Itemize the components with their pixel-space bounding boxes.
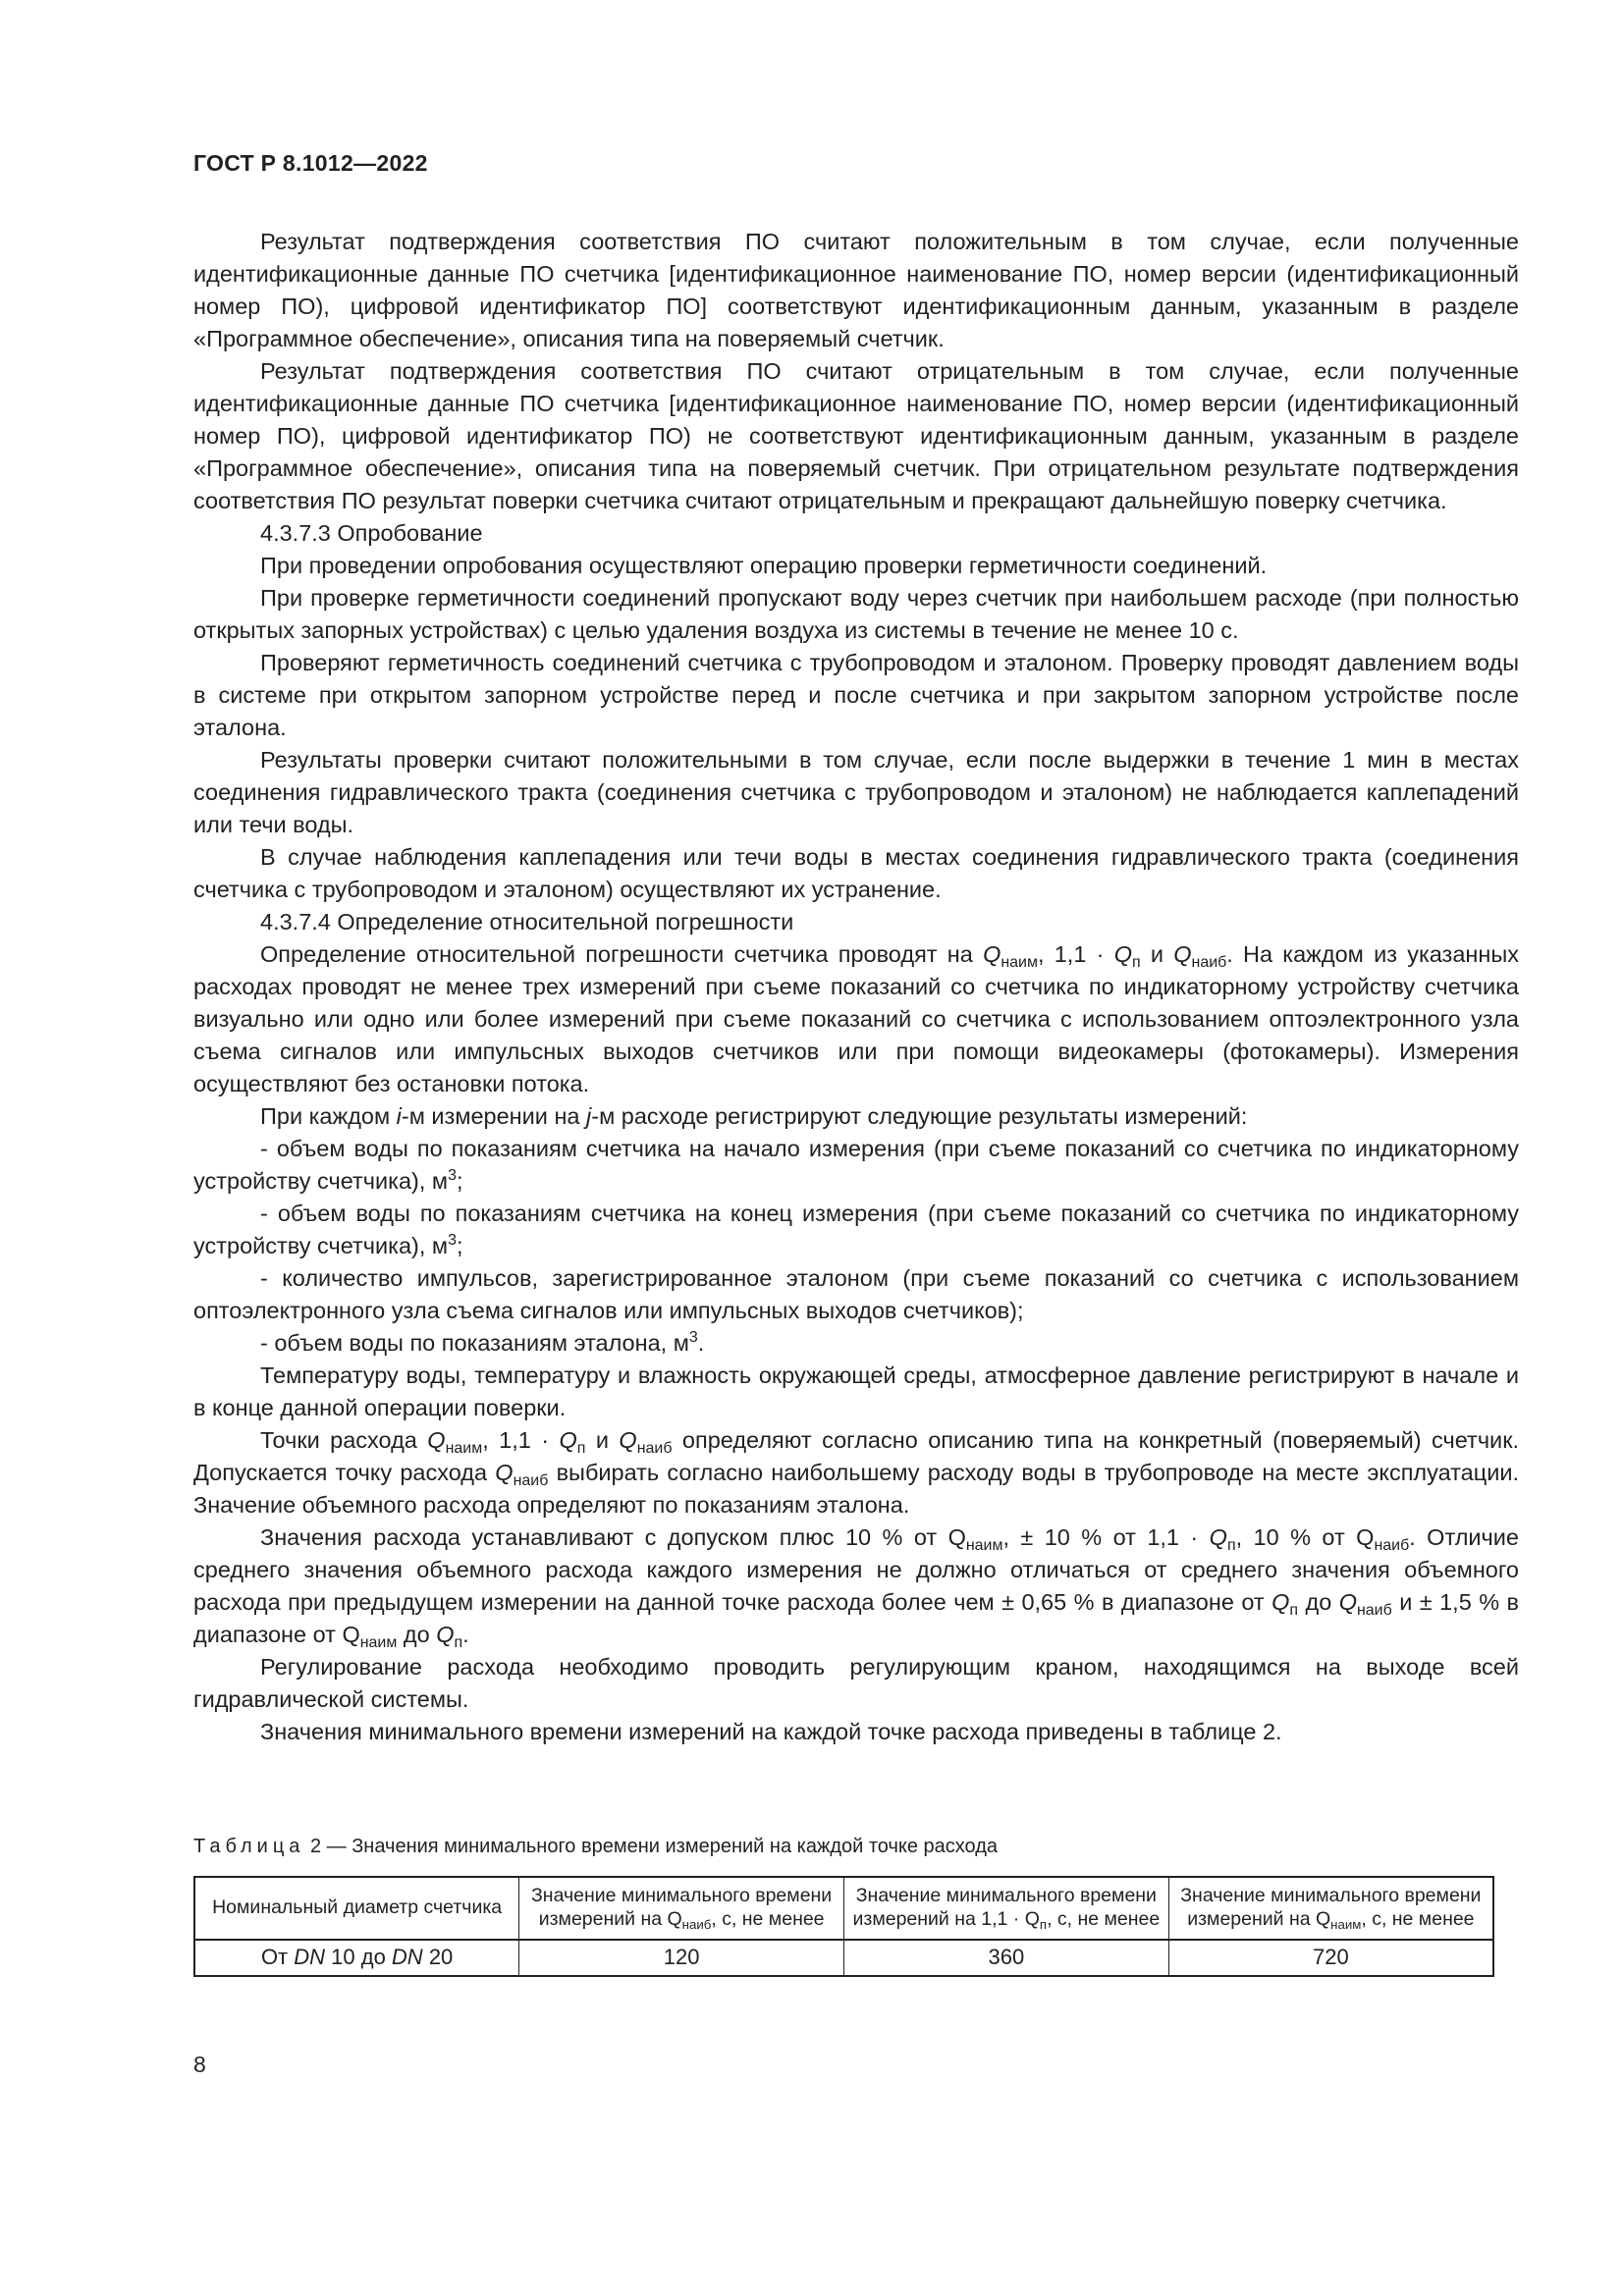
table-caption-text: 2 — Значения минимального времени измерений на каждой точке расхода: [309, 1836, 999, 1857]
paragraph-negative-result: Результат подтверждения соответствия ПО считают отрицательным в том случае, если полученные идентификационные данные ПО счетчика [идентификационное наименование ПО, номер версии (идентификационный номер ПО), цифровой идентификатор ПО) не соответствуют идентификационным данным, указанным в разделе «Программное обеспечение», описания типа на поверяемый счетчик. При отрицательном результате подтверждения соответствия ПО результат поверки счетчика считают отрицательным и прекращают дальнейшую поверку счетчика.: [193, 358, 1519, 513]
paragraph-positive-result: Результат подтверждения соответствия ПО считают положительным в том случае, если полученные идентификационные данные ПО счетчика [идентификационное наименование ПО, номер версии (идентификационный номер ПО), цифровой идентификатор ПО] соответствуют идентификационным данным, указанным в разделе «Программное обеспечение», описания типа на поверяемый счетчик.: [193, 229, 1519, 351]
list-item-end-volume: - объем воды по показаниям счетчика на конец измерения (при съеме показаний со счетчика по индикаторному устройству счетчика), $м^3$;: [193, 1201, 1519, 1258]
list-item-pulse-count: - количество импульсов, зарегистрированное эталоном (при съеме показаний со счетчика с использованием оптоэлектронного узла съема сигналов или импульсных выходов счетчиков);: [193, 1265, 1519, 1323]
paragraph-connection-check: Проверяют герметичность соединений счетчика с трубопроводом и эталоном. Проверку проводят давлением воды в системе при открытом запорном устройстве перед и после счетчика и при закрытом запорном устройстве после эталона.: [193, 650, 1519, 740]
table-caption: [193, 1834, 998, 1859]
table-header-row: [194, 1877, 1493, 1940]
paragraph-check-results: Результаты проверки считают положительными в том случае, если после выдержки в течение 1 мин в местах соединения гидравлического тракта (соединения счетчика с трубопроводом и эталоном) не наблюдается каплепадений или течи воды.: [193, 747, 1519, 837]
cell-time-qmax: 120: [519, 1940, 844, 1976]
paragraph-leak-check: При проверке герметичности соединений пропускают воду через счетчик при наибольшем расходе (при полностью открытых запорных устройствах) с целью удаления воздуха из системы в течение не менее 10 с.: [193, 585, 1519, 643]
paragraph-table-reference: Значения минимального времени измерений на каждой точке расхода приведены в таблице 2.: [260, 1719, 1282, 1744]
cell-time-qt: 360: [844, 1940, 1169, 1976]
section-heading-4373: 4.3.7.3 Опробование: [260, 520, 483, 546]
column-header-time-qmax: Значение минимального времени измерений на $Q_{наиб}$, с, не менее: [519, 1877, 844, 1940]
document-code-header: ГОСТ Р 8.1012—2022: [193, 150, 428, 176]
paragraph-flow-tolerance: Значения расхода устанавливают с допуском плюс 10 % от $Q_{наим}$, ± 10 % от $1,1 \cdot Q_п$, 10 % от $Q_{наиб}$. Отличие среднего значения объемного расхода каждого измерения не должно отличаться от среднего значения объемного расхода при предыдущем измерении на данной точке расхода более чем ± 0,65 % в диапазоне от $Q_п$ до $Q_{наиб}$ и ± 1,5 % в диапазоне от $Q_{наим}$ до $Q_п$.: [193, 1524, 1520, 1651]
table-row: [194, 1940, 1493, 1976]
list-item-start-volume: - объем воды по показаниям счетчика на начало измерения (при съеме показаний со счетчика по индикаторному устройству счетчика), $м^3$;: [193, 1136, 1519, 1194]
cell-diameter-range: От DN 10 до DN 20: [194, 1940, 519, 1976]
paragraph-leak-elimination: В случае наблюдения каплепадения или течи воды в местах соединения гидравлического тракта (соединения счетчика с трубопроводом и эталоном) осуществляют их устранение.: [193, 844, 1519, 902]
min-measurement-time-table: [193, 1876, 1494, 1977]
paragraph-measurement-registration: При каждом i-м измерении на j-м расходе регистрируют следующие результаты измерений:: [260, 1103, 1248, 1129]
table-caption-label: Таблица: [193, 1836, 305, 1857]
list-item-reference-volume: - объем воды по показаниям эталона, $м^3$.: [260, 1329, 705, 1356]
paragraph-environment-registration: Температуру воды, температуру и влажность окружающей среды, атмосферное давление регистрируют в начале и в конце данной операции поверки.: [193, 1362, 1519, 1420]
page-number: 8: [193, 2052, 206, 2077]
paragraph-error-determination: Определение относительной погрешности счетчика проводят на $Q_{наим}$, $1,1 \cdot Q_п$ и $Q_{наиб}$. На каждом из указанных расходах проводят не менее трех измерений при съеме показаний со счетчика по индикаторному устройству счетчика визуально или одно или более измерений при съеме показаний со счетчика с использованием оптоэлектронного узла съема сигналов или импульсных выходов счетчиков или при помощи видеокамеры (фотокамеры). Измерения осуществляют без остановки потока.: [193, 941, 1519, 1096]
paragraph-testing-operation: При проведении опробования осуществляют операцию проверки герметичности соединений.: [260, 553, 1268, 578]
paragraph-flow-regulation: Регулирование расхода необходимо проводить регулирующим краном, находящимся на выходе всей гидравлической системы.: [193, 1654, 1519, 1712]
cell-time-qmin: 720: [1168, 1940, 1493, 1976]
section-heading-4374: 4.3.7.4 Определение относительной погрешности: [260, 909, 794, 934]
column-header-nominal-diameter: Номинальный диаметр счетчика: [194, 1877, 519, 1940]
document-body: [193, 226, 1519, 1748]
paragraph-flow-points: Точки расхода $Q_{наим}$, $1,1 \cdot Q_п$ и $Q_{наиб}$ определяют согласно описанию типа на конкретный (поверяемый) счетчик. Допускается точку расхода $Q_{наиб}$ выбирать согласно наибольшему расходу воды в трубопроводе на месте эксплуатации. Значение объемного расхода определяют по показаниям эталона.: [193, 1427, 1519, 1518]
column-header-time-qt: Значение минимального времени измерений на $1,1 \cdot Q_п$, с, не менее: [844, 1877, 1169, 1940]
column-header-time-qmin: Значение минимального времени измерений на $Q_{наим}$, с, не менее: [1168, 1877, 1493, 1940]
